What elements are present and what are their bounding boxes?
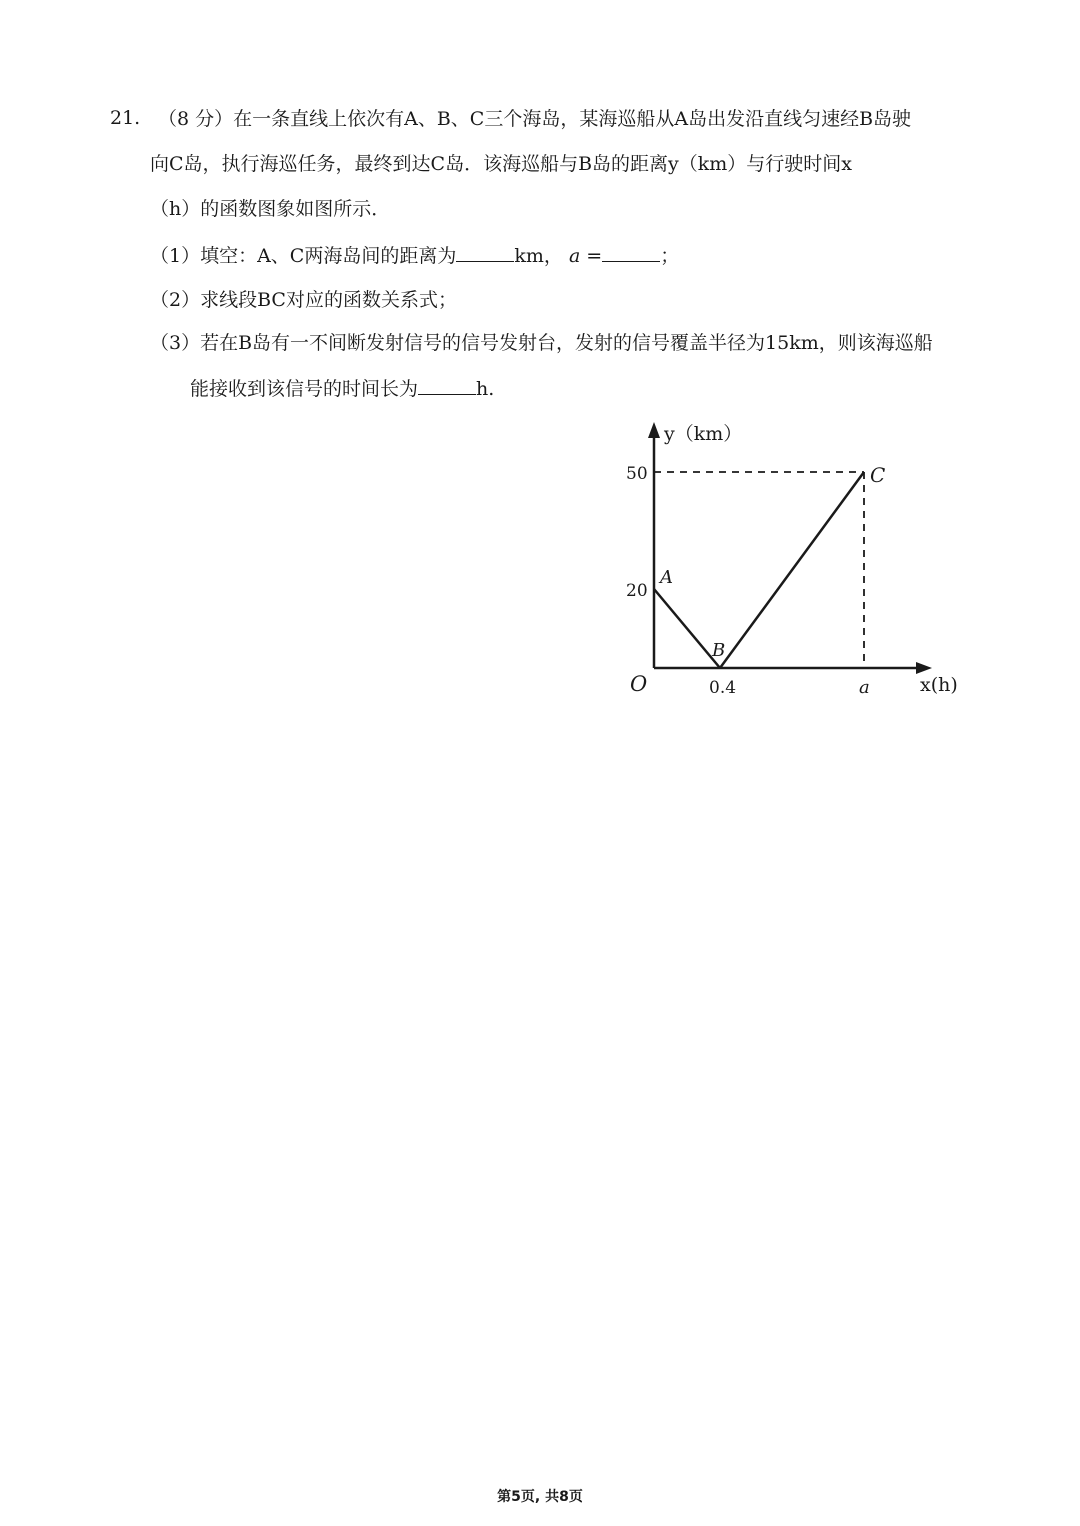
- x-tick-0-4: 0.4: [709, 678, 737, 698]
- question-stem-line-2: 向C岛，执行海巡任务，最终到达C岛．该海巡船与B岛的距离y（km）与行驶时间x: [150, 153, 853, 175]
- answer-blank-a[interactable]: [602, 243, 660, 262]
- x-axis-arrow: [916, 662, 932, 674]
- point-c-label: C: [870, 463, 886, 487]
- answer-blank-distance[interactable]: [456, 243, 514, 262]
- part-3-line-2: [190, 376, 494, 401]
- y-axis-arrow: [648, 422, 660, 438]
- origin-label: O: [630, 672, 648, 696]
- part-1: [150, 243, 679, 268]
- y-axis-label: y（km）: [664, 423, 743, 445]
- page-footer: 第5页, 共8页: [497, 1489, 583, 1505]
- point-a-label: A: [660, 567, 673, 588]
- answer-blank-time[interactable]: [418, 376, 476, 395]
- part-1-prefix: （1）填空：A、C两海岛间的距离为: [150, 245, 457, 267]
- x-axis-label: x(h): [920, 674, 958, 696]
- function-graph: [600, 410, 1000, 720]
- question-number: 21.: [110, 107, 141, 129]
- x-tick-a: a: [859, 677, 870, 698]
- y-tick-20: 20: [626, 581, 648, 601]
- part-2: （2）求线段BC对应的函数关系式；: [150, 289, 457, 311]
- question-stem-line-3: （h）的函数图象如图所示．: [150, 198, 391, 220]
- part-3-suffix: h.: [476, 378, 495, 400]
- segment-bc: [720, 472, 864, 668]
- part-3-prefix: 能接收到该信号的时间长为: [190, 378, 419, 400]
- part-1-unit: km，: [514, 245, 563, 267]
- y-tick-50: 50: [626, 464, 648, 484]
- part-1-equals: =: [580, 245, 603, 267]
- part-3-line-1: （3）若在B岛有一不间断发射信号的信号发射台，发射的信号覆盖半径为15km，则该海巡船: [150, 332, 933, 354]
- part-1-a-label: a: [568, 245, 581, 267]
- segment-ab: [654, 589, 720, 668]
- point-b-label: B: [712, 640, 726, 661]
- part-1-end: ；: [660, 245, 680, 267]
- question-stem-line-1: （8 分）在一条直线上依次有A、B、C三个海岛，某海巡船从A岛出发沿直线匀速经B岛驶: [158, 108, 912, 130]
